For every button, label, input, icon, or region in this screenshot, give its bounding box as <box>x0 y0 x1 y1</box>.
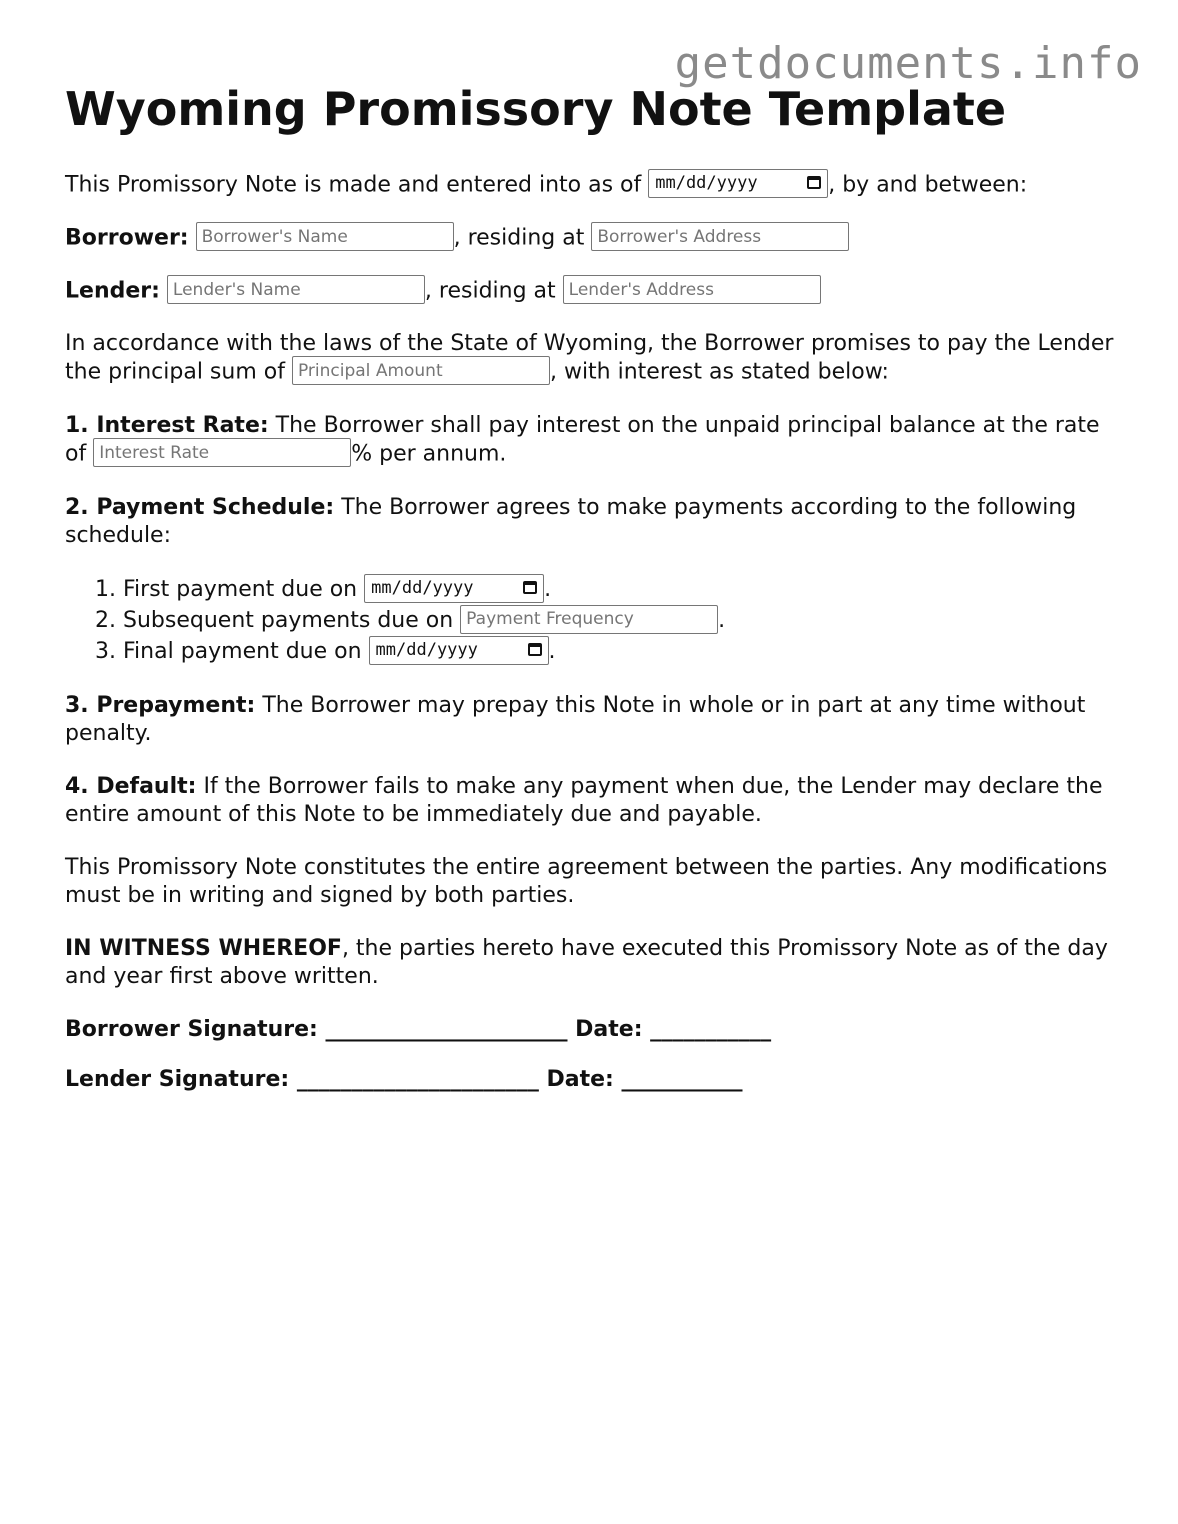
witness-paragraph: IN WITNESS WHEREOF, the parties hereto have executed this Promissory Note as of the day and year first above written. <box>65 936 1108 989</box>
interest-rate-input[interactable] <box>93 438 351 467</box>
lender-signature-line: Lender Signature: ______________________ Date: ___________ <box>65 1067 743 1092</box>
payment-schedule-list <box>65 574 1125 667</box>
schedule-paragraph: 2. Payment Schedule: The Borrower agrees to make payments according to the following schedule: <box>65 495 1077 548</box>
borrower-residing-text: , residing at <box>453 225 585 251</box>
final-payment-date-input[interactable]: mm/dd/yyyy <box>369 636 549 665</box>
calendar-icon[interactable] <box>807 176 821 189</box>
lender-address-input[interactable] <box>563 275 821 304</box>
watermark: getdocuments.info <box>674 38 1142 89</box>
intro-line <box>65 171 1125 199</box>
default-heading: 4. Default: <box>65 774 197 799</box>
intro-text: This Promissory Note is made and entered into as of <box>65 172 642 198</box>
lender-label: Lender: <box>65 278 160 304</box>
first-payment-date-input[interactable]: mm/dd/yyyy <box>364 574 544 603</box>
lender-name-input[interactable] <box>167 275 425 304</box>
calendar-icon[interactable] <box>523 581 537 594</box>
lender-residing-text: , residing at <box>424 278 556 304</box>
intro-after-text: , by and between: <box>828 172 1028 198</box>
interest-paragraph: 1. Interest Rate: The Borrower shall pay interest on the unpaid principal balance at the rate of Interest Rate % per annum. <box>65 412 1125 469</box>
page-title: Wyoming Promissory Note Template <box>65 82 1007 136</box>
witness-heading: IN WITNESS WHEREOF <box>65 936 342 961</box>
default-paragraph: 4. Default: If the Borrower fails to make any payment when due, the Lender may declare the entire amount of this Note to be immediately due and payable. <box>65 774 1103 827</box>
borrower-address-input[interactable] <box>591 222 849 251</box>
principal-amount-input[interactable] <box>292 356 550 385</box>
payment-frequency-input[interactable] <box>460 605 718 634</box>
agreement-date-input[interactable]: mm/dd/yyyy <box>648 169 828 198</box>
document <box>65 80 1125 1116</box>
prepayment-paragraph: 3. Prepayment: The Borrower may prepay this Note in whole or in part at any time without penalty. <box>65 693 1086 746</box>
list-item: 3. Final payment due on mm/dd/yyyy . <box>123 636 1125 667</box>
prepayment-heading: 3. Prepayment: <box>65 693 256 718</box>
borrower-signature-line: Borrower Signature: ______________________ Date: ___________ <box>65 1017 772 1042</box>
borrower-line <box>65 224 1125 252</box>
interest-heading: 1. Interest Rate: <box>65 413 269 438</box>
list-item: 1. First payment due on mm/dd/yyyy . <box>123 574 1125 605</box>
calendar-icon[interactable] <box>528 643 542 656</box>
list-item: 2. Subsequent payments due on Payment Frequency . <box>123 605 1125 636</box>
borrower-name-input[interactable] <box>196 222 454 251</box>
schedule-heading: 2. Payment Schedule: <box>65 495 335 520</box>
entire-agreement-paragraph: This Promissory Note constitutes the entire agreement between the parties. Any modifications must be in writing and signed by both parties. <box>65 855 1108 908</box>
principal-paragraph: In accordance with the laws of the State of Wyoming, the Borrower promises to pay the Lender the principal sum of Principal Amount , with interest as stated below: <box>65 330 1125 387</box>
borrower-label: Borrower: <box>65 225 189 251</box>
lender-line <box>65 277 1125 305</box>
